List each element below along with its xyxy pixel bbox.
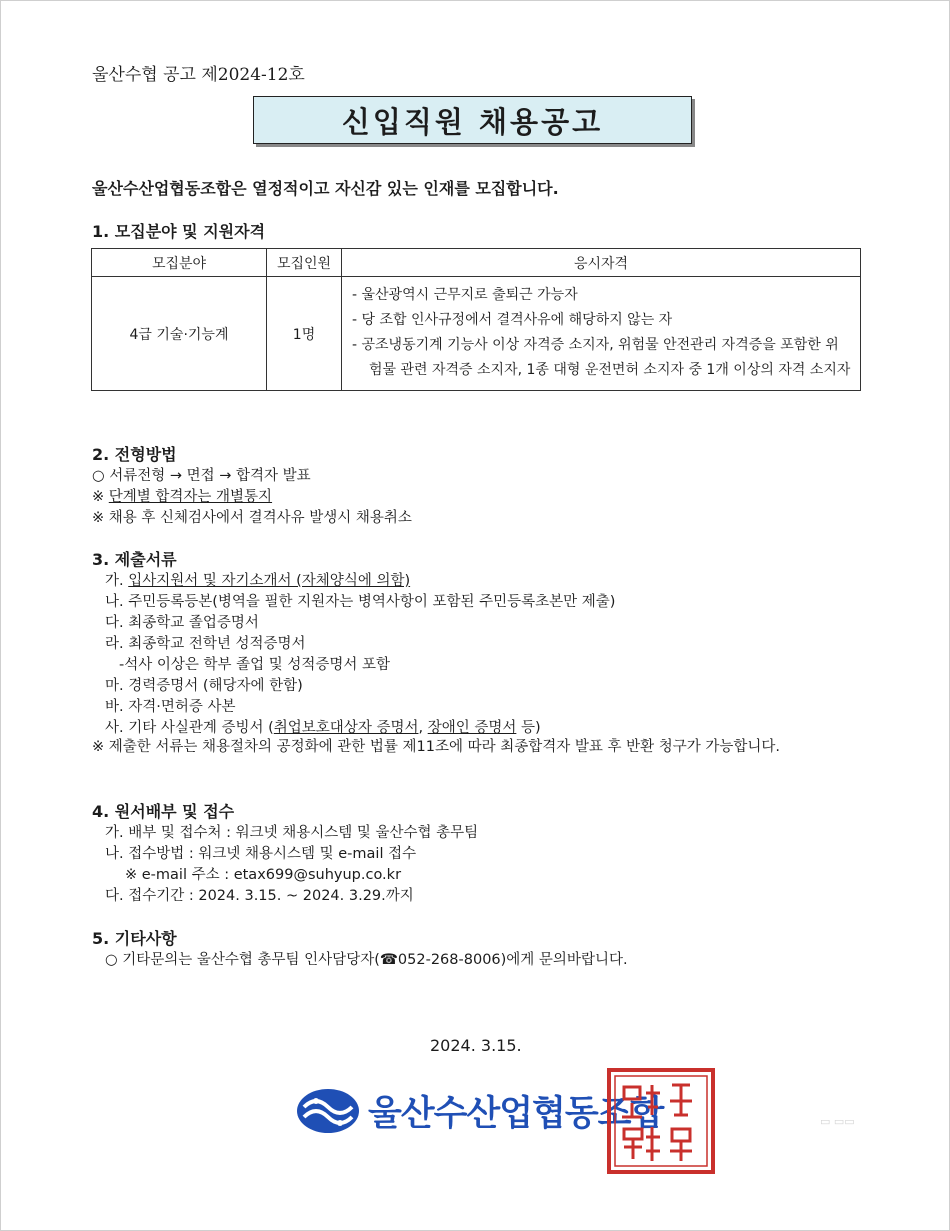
header-qualification: 응시자격 — [342, 249, 861, 277]
section-5-heading: 5. 기타사항 — [92, 929, 177, 948]
screening-note-2: ※ 채용 후 신체검사에서 결격사유 발생시 채용취소 — [92, 510, 412, 526]
section-3-heading: 3. 제출서류 — [92, 550, 177, 569]
application-period: 다. 접수기간 : 2024. 3.15. ~ 2024. 3.29.까지 — [105, 888, 414, 904]
cell-qualifications — [342, 277, 861, 391]
cell-field: 4급 기술·기능계 — [92, 277, 267, 391]
notice-number: 울산수협 공고 제2024-12호 — [92, 65, 305, 85]
cell-count: 1명 — [267, 277, 342, 391]
application-item: 나. 접수방법 : 워크넷 채용시스템 및 e-mail 접수 — [105, 846, 417, 862]
section-4-heading: 4. 원서배부 및 접수 — [92, 802, 235, 821]
screening-steps: ○ 서류전형 → 면접 → 합격자 발표 — [92, 468, 311, 484]
section-1-heading: 1. 모집분야 및 지원자격 — [92, 222, 266, 241]
document-item: 바. 자격·면허증 사본 — [105, 699, 236, 715]
application-item: 가. 배부 및 접수처 : 워크넷 채용시스템 및 울산수협 총무팀 — [105, 825, 479, 841]
contact-info: ○ 기타문의는 울산수협 총무팀 인사담당자(☎052-268-8006)에게 문의바랍니다. — [105, 952, 628, 968]
screening-note-1: ※ 단계별 합격자는 개별통지 — [92, 489, 273, 505]
header-field: 모집분야 — [92, 249, 267, 277]
document-item: 라. 최종학교 전학년 성적증명서 — [105, 636, 306, 652]
suhyup-emblem-icon — [296, 1087, 360, 1135]
document-item: 다. 최종학교 졸업증명서 — [105, 615, 259, 631]
official-seal-icon — [606, 1067, 716, 1175]
intro-text: 울산수산업협동조합은 열정적이고 자신감 있는 인재를 모집합니다. — [92, 179, 559, 198]
table-row — [92, 277, 861, 391]
document-item: 사. 기타 사실관계 증빙서 (취업보호대상자 증명서, 장애인 증명서 등) — [105, 720, 541, 736]
table-header-row — [92, 249, 861, 277]
qualification-table — [91, 248, 861, 391]
document-item: 가. 입사지원서 및 자기소개서 (자체양식에 의함) — [105, 573, 411, 589]
document-item: 마. 경력증명서 (해당자에 한함) — [105, 678, 303, 694]
section-2-heading: 2. 전형방법 — [92, 445, 177, 464]
issue-date: 2024. 3.15. — [430, 1036, 522, 1055]
faint-stamp-mark: ▭ ▭▭ — [820, 1115, 855, 1128]
email-address: ※ e-mail 주소 : etax699@suhyup.co.kr — [125, 867, 402, 883]
title-box — [253, 96, 692, 144]
document-item: 나. 주민등록등본(병역을 필한 지원자는 병역사항이 포함된 주민등록초본만 제출) — [105, 594, 616, 610]
organization-name: 울산수산업협동조합 — [368, 1094, 664, 1134]
header-count: 모집인원 — [267, 249, 342, 277]
requirement-item: - 울산광역시 근무지로 출퇴근 가능자 — [352, 287, 578, 303]
requirement-item: - 공조냉동기계 기능사 이상 자격증 소지자, 위험물 안전관리 자격증을 포함한 위험물 관련 자격증 소지자, 1종 대형 운전면허 소지자 중 1개 이상의 자격 소지자 — [352, 337, 851, 378]
documents-note: ※ 제출한 서류는 채용절차의 공정화에 관한 법률 제11조에 따라 최종합격자 발표 후 반환 청구가 가능합니다. — [92, 739, 781, 755]
requirement-item: - 당 조합 인사규정에서 결격사유에 해당하지 않는 자 — [352, 312, 673, 328]
document-subitem: -석사 이상은 학부 졸업 및 성적증명서 포함 — [119, 657, 391, 673]
page-title: 신입직원 채용공고 — [341, 104, 604, 139]
